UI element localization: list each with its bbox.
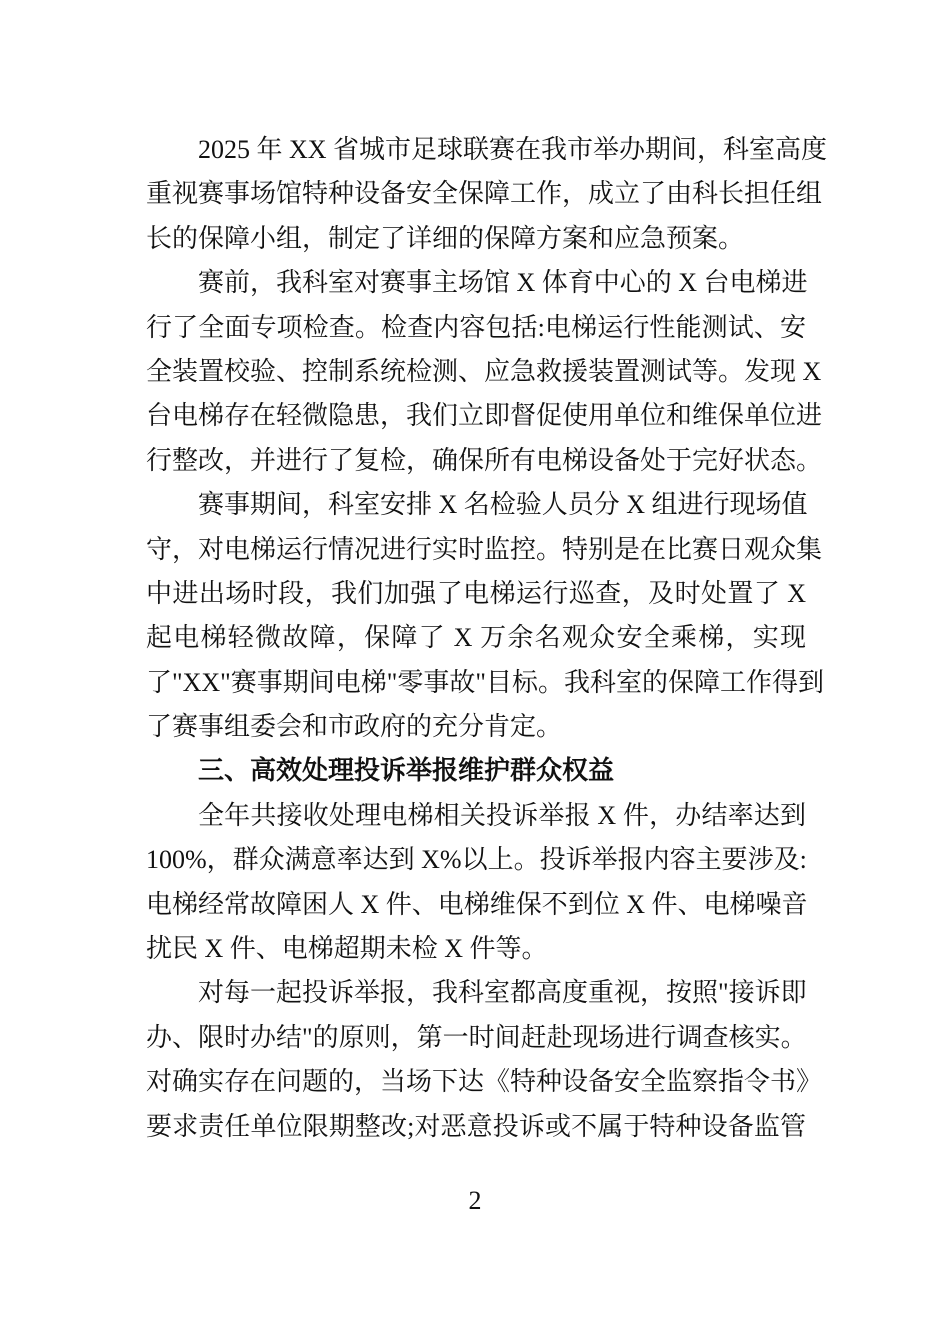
text-line: 起电梯轻微故障，保障了 X 万余名观众安全乘梯，实现 <box>146 623 806 653</box>
text-line: 全装置校验、控制系统检测、应急救援装置测试等。发现 X <box>146 356 822 386</box>
text-line: 了"XX"赛事期间电梯"零事故"目标。我科室的保障工作得到 <box>146 667 825 697</box>
page-number: 2 <box>468 1186 482 1215</box>
text-line: 重视赛事场馆特种设备安全保障工作，成立了由科长担任组 <box>146 179 823 209</box>
text-line: 要求责任单位限期整改;对恶意投诉或不属于特种设备监管 <box>146 1111 806 1141</box>
text-line: 行了全面专项检查。检查内容包括:电梯运行性能测试、安 <box>146 312 806 342</box>
text-line: 对确实存在问题的，当场下达《特种设备安全监察指令书》 <box>146 1067 823 1097</box>
text-line: 2025 年 XX 省城市足球联赛在我市举办期间，科室高度 <box>198 135 828 164</box>
text-line: 行整改，并进行了复检，确保所有电梯设备处于完好状态。 <box>146 445 823 475</box>
text-line: 办、限时办结"的原则，第一时间赶赴现场进行调查核实。 <box>146 1022 807 1052</box>
text-line: 长的保障小组，制定了详细的保障方案和应急预案。 <box>146 223 745 253</box>
text-line: 扰民 X 件、电梯超期未检 X 件等。 <box>146 934 548 964</box>
heading-text: 三、高效处理投诉举报维护群众权益 <box>198 756 615 787</box>
text-line: 守，对电梯运行情况进行实时监控。特别是在比赛日观众集 <box>146 534 823 564</box>
section-heading <box>146 749 806 793</box>
paragraph <box>146 971 823 1149</box>
text-line: 100%，群众满意率达到 X%以上。投诉举报内容主要涉及: <box>146 845 807 875</box>
paragraph <box>146 794 806 972</box>
text-line: 全年共接收处理电梯相关投诉举报 X 件，办结率达到 <box>198 800 806 830</box>
text-line: 台电梯存在轻微隐患，我们立即督促使用单位和维保单位进 <box>146 401 823 431</box>
document-body <box>146 128 828 1149</box>
text-line: 对每一起投诉举报，我科室都高度重视，按照"接诉即 <box>198 978 807 1008</box>
paragraph <box>146 261 823 483</box>
text-line: 赛事期间，科室安排 X 名检验人员分 X 组进行现场值 <box>198 490 808 520</box>
text-line: 中进出场时段，我们加强了电梯运行巡查，及时处置了 X <box>146 578 806 608</box>
paragraph <box>146 483 825 749</box>
text-line: 赛前，我科室对赛事主场馆 X 体育中心的 X 台电梯进 <box>198 268 808 298</box>
paragraph <box>146 128 828 261</box>
text-line: 电梯经常故障困人 X 件、电梯维保不到位 X 件、电梯噪音 <box>146 889 808 919</box>
text-line: 了赛事组委会和市政府的充分肯定。 <box>146 712 563 742</box>
